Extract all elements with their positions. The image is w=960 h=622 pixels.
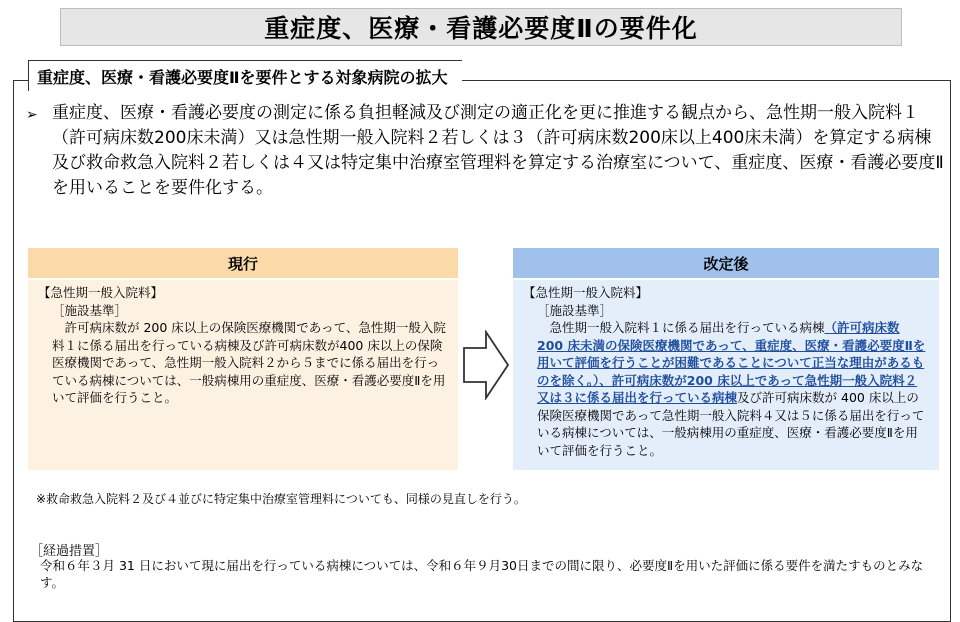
revised-heading	[513, 248, 939, 278]
revised-subcategory: ［施設基準］	[537, 302, 613, 318]
page-title-text: 重症度、医療・看護必要度Ⅱの要件化	[264, 14, 698, 43]
current-subcategory: ［施設基準］	[52, 302, 128, 318]
section-heading	[28, 60, 462, 91]
revised-heading-text: 改定後	[703, 254, 749, 273]
current-category: 【急性期一般入院料】	[38, 285, 164, 300]
current-body	[28, 280, 458, 470]
current-text: 許可病床数が 200 床以上の保険医療機関であって、急性期一般入院料１に係る届出を行っている病棟及び許可病床数が400 床以上の保険医療機関であって、急性期一般入院料２から５までに係る届出を行っている病棟については、一般病棟用の重症度、医療・看護必要度Ⅱを用いて評価を行うこと。	[52, 320, 446, 405]
current-heading-text: 現行	[227, 254, 258, 273]
current-heading	[28, 248, 458, 278]
transition-title: ［経過措置］	[30, 544, 109, 559]
revised-body	[513, 280, 939, 470]
bullet-paragraph	[26, 101, 946, 201]
revised-text-highlight: （許可病床数 200 床未満の保険医療機関であって、重症度、医療・看護必要度Ⅱを用いて評価を行うことが困難であることについて正当な理由があるものを除く。）、許可病床数が200 床以上であって急性期一般入院料２又は３に係る届出を行っている病棟	[537, 320, 926, 405]
revised-text-after: 及び許可病床数が 400 床以上の保険医療機関であって急性期一般入院料４又は５に係る届出を行っている病棟については、一般病棟用の重症度、医療・看護必要度Ⅱを用いて評価を行うこと。	[537, 390, 925, 458]
note-text: ※救命救急入院料２及び４並びに特定集中治療室管理料についても、同様の見直しを行う。	[36, 492, 526, 506]
arrow-right-icon	[462, 330, 510, 400]
revised-category: 【急性期一般入院料】	[523, 285, 649, 300]
revised-text-before: 急性期一般入院料１に係る届出を行っている病棟	[549, 320, 825, 335]
bullet-text: 重症度、医療・看護必要度の測定に係る負担軽減及び測定の適正化を更に推進する観点から、急性期一般入院料１（許可病床数200床未満）又は急性期一般入院料２若しくは３（許可病床数200床以上400床未満）を算定する病棟及び救命救急入院料２若しくは４又は特定集中治療室管理料を算定する治療室について、重症度、医療・看護必要度Ⅱを用いることを要件化する。	[52, 103, 944, 198]
bullet-arrow-icon: ➢	[26, 107, 38, 123]
revised-text	[523, 319, 929, 459]
page-title	[60, 8, 902, 46]
transition-text: 令和６年３月 31 日において現に届出を行っている病棟については、令和６年９月30日までの間に限り、必要度Ⅱを用いた評価に係る要件を満たすものとみなす。	[40, 558, 924, 590]
section-heading-text: 重症度、医療・看護必要度Ⅱを要件とする対象病院の拡大	[37, 67, 448, 87]
